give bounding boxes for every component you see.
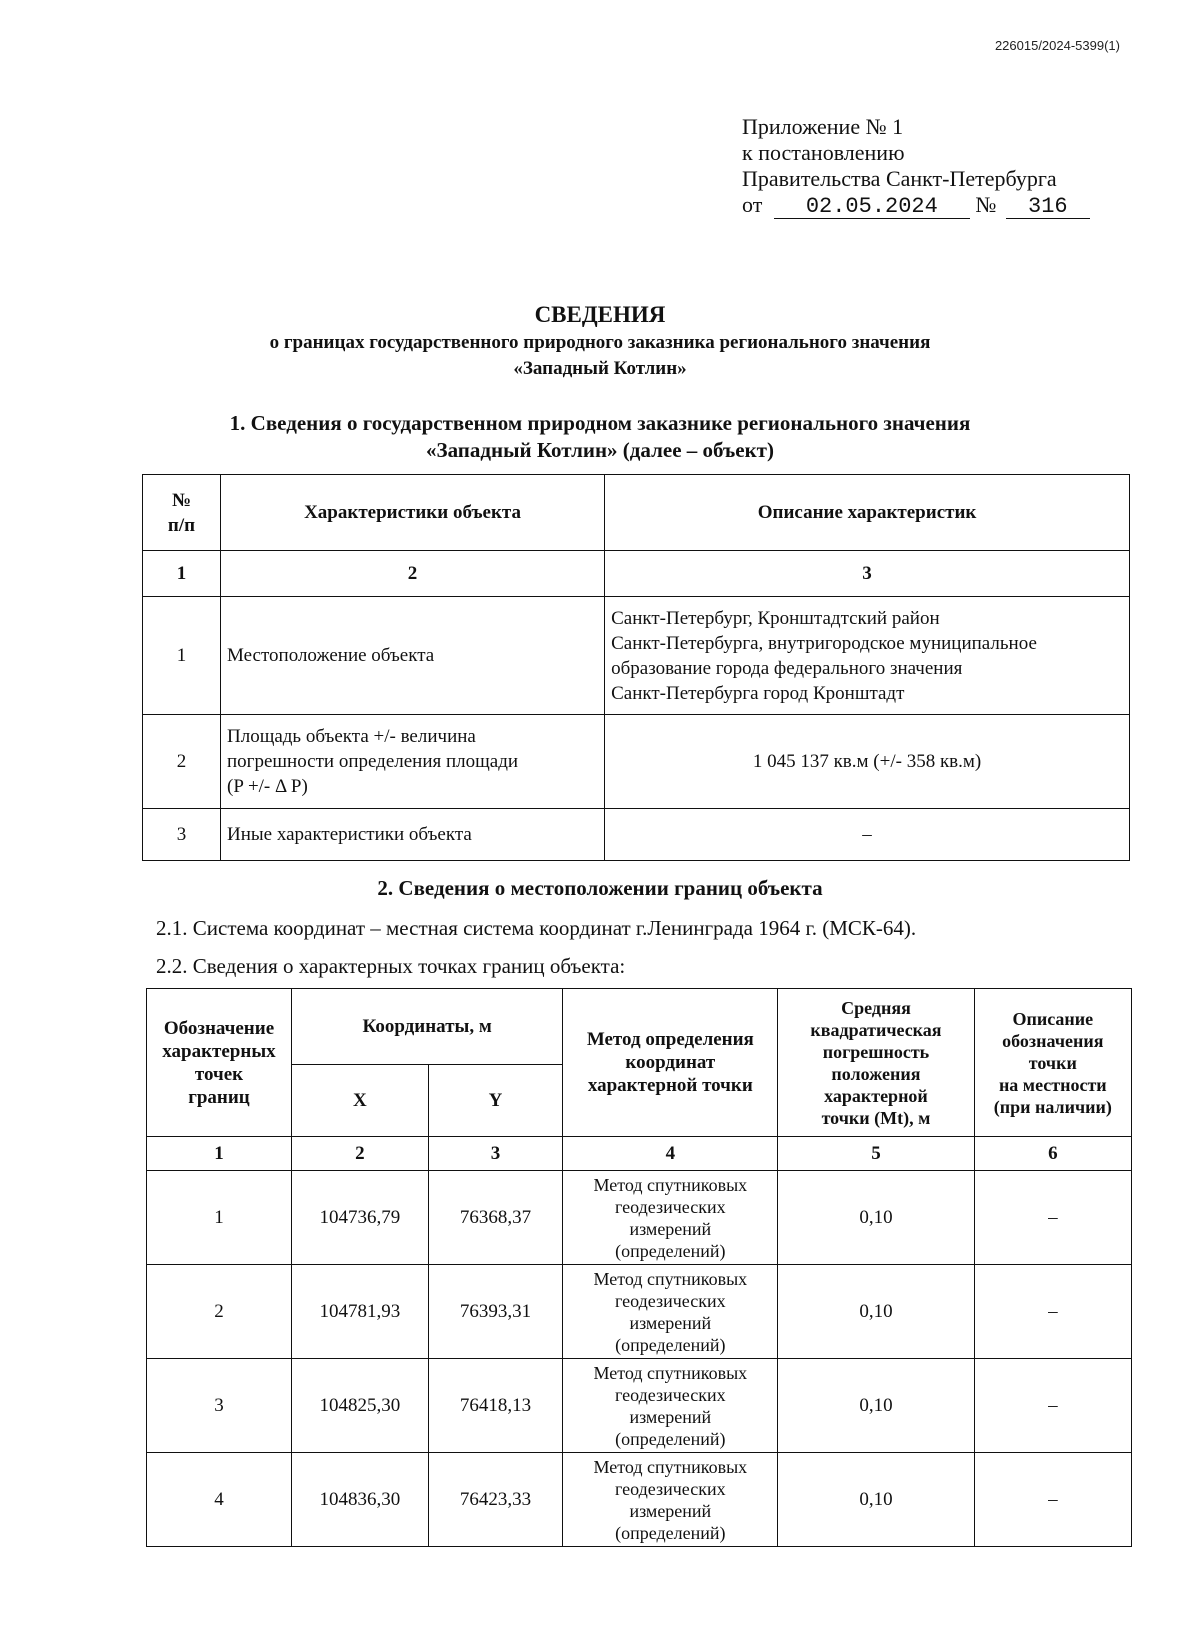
point-x: 104836,30	[291, 1453, 428, 1547]
decree-date: 02.05.2024	[774, 196, 970, 219]
point-y: 76368,37	[428, 1171, 563, 1265]
section2-title: 2. Сведения о местоположении границ объекта	[377, 876, 823, 900]
header-desc	[974, 989, 1131, 1137]
annex-line2: к постановлению	[742, 140, 905, 165]
table-row	[147, 1359, 1132, 1453]
col-number: 2	[221, 551, 605, 597]
table-row	[147, 1265, 1132, 1359]
header-line: положения	[831, 1063, 921, 1084]
header-line: квадратическая	[810, 1019, 942, 1040]
points-intro-paragraph: 2.2. Сведения о характерных точках границ объекта:	[156, 954, 626, 978]
desc-line: образование города федерального значения	[611, 657, 963, 679]
table-row	[143, 809, 1130, 861]
name-line: погрешности определения площади	[227, 751, 519, 772]
header-line: обозначения	[1002, 1030, 1104, 1051]
table-header-row	[143, 475, 1130, 551]
from-label: от	[742, 192, 763, 217]
desc-line: Санкт-Петербурга, внутригородское муниципальное	[611, 632, 1037, 654]
row-number: 2	[143, 715, 221, 809]
annex-date-line	[742, 192, 1090, 219]
point-method	[563, 1265, 778, 1359]
row-name	[221, 715, 605, 809]
section1-title	[0, 410, 1200, 464]
section1-title-line2: «Западный Котлин» (далее – объект)	[426, 438, 774, 462]
document-number: 226015/2024-5399(1)	[994, 38, 1120, 53]
header-y: Y	[428, 1065, 563, 1137]
subtitle-line1: о границах государственного природного заказника регионального значения	[269, 332, 931, 353]
table-row	[147, 1171, 1132, 1265]
col-number: 5	[778, 1137, 974, 1171]
point-desc: –	[974, 1171, 1131, 1265]
table-header-row	[147, 989, 1132, 1065]
header-line: точек	[194, 1063, 244, 1085]
point-y: 76418,13	[428, 1359, 563, 1453]
header-line: характерных	[162, 1040, 276, 1062]
col-number: 6	[974, 1137, 1131, 1171]
section1-title-line1: 1. Сведения о государственном природном заказнике регионального значения	[229, 411, 971, 435]
point-mt: 0,10	[778, 1453, 974, 1547]
header-line: Обозначение	[163, 1017, 275, 1039]
row-name: Иные характеристики объекта	[221, 809, 605, 861]
header-line: погрешность	[822, 1041, 930, 1062]
header-line: границ	[188, 1086, 250, 1108]
header-num-line2: п/п	[167, 514, 196, 536]
header-num	[143, 475, 221, 551]
annex-line3: Правительства Санкт-Петербурга	[742, 166, 1057, 191]
col-number: 1	[143, 551, 221, 597]
point-x: 104781,93	[291, 1265, 428, 1359]
row-number: 3	[143, 809, 221, 861]
header-line: Средняя	[841, 997, 911, 1018]
annex-line1: Приложение № 1	[742, 114, 904, 139]
header-line: точки	[1028, 1052, 1077, 1073]
method-line: Метод спутниковых	[593, 1174, 748, 1195]
point-id: 1	[147, 1171, 292, 1265]
point-x: 104825,30	[291, 1359, 428, 1453]
header-error	[778, 989, 974, 1137]
header-x: X	[291, 1065, 428, 1137]
coordinate-system-paragraph: 2.1. Система координат – местная система координат г.Ленинграда 1964 г. (МСК-64).	[156, 916, 917, 940]
header-line: Описание	[1012, 1008, 1094, 1029]
row-desc	[605, 597, 1130, 715]
method-line: (определений)	[615, 1522, 726, 1543]
point-method	[563, 1171, 778, 1265]
point-method	[563, 1453, 778, 1547]
name-line: Площадь объекта +/- величина	[227, 726, 476, 747]
method-line: (определений)	[615, 1334, 726, 1355]
name-line: (P +/- Δ P)	[227, 776, 308, 797]
col-number: 2	[291, 1137, 428, 1171]
page-title: СВЕДЕНИЯ	[534, 302, 666, 327]
point-mt: 0,10	[778, 1171, 974, 1265]
method-line: измерений	[629, 1500, 712, 1521]
decree-number: 316	[1006, 196, 1090, 219]
subtitle-line2: «Западный Котлин»	[513, 358, 687, 379]
header-line: характерной	[824, 1085, 928, 1106]
boundary-points-table	[146, 988, 1132, 1547]
point-y: 76423,33	[428, 1453, 563, 1547]
method-line: измерений	[629, 1406, 712, 1427]
header-line: координат	[625, 1052, 716, 1073]
row-desc: –	[605, 809, 1130, 861]
column-number-row	[147, 1137, 1132, 1171]
annex-block	[742, 114, 1090, 219]
table-row	[143, 715, 1130, 809]
number-label: №	[975, 192, 997, 217]
point-desc: –	[974, 1453, 1131, 1547]
table-row	[143, 597, 1130, 715]
header-method	[563, 989, 778, 1137]
method-line: Метод спутниковых	[593, 1456, 748, 1477]
method-line: измерений	[629, 1218, 712, 1239]
point-id: 3	[147, 1359, 292, 1453]
point-desc: –	[974, 1265, 1131, 1359]
page-subtitle	[0, 330, 1200, 382]
point-method	[563, 1359, 778, 1453]
header-characteristics: Характеристики объекта	[221, 475, 605, 551]
header-description: Описание характеристик	[605, 475, 1130, 551]
object-info-table	[142, 474, 1130, 861]
header-line: Метод определения	[586, 1029, 754, 1050]
col-number: 3	[428, 1137, 563, 1171]
point-id: 2	[147, 1265, 292, 1359]
point-id: 4	[147, 1453, 292, 1547]
point-mt: 0,10	[778, 1359, 974, 1453]
method-line: (определений)	[615, 1240, 726, 1261]
col-number: 4	[563, 1137, 778, 1171]
method-line: геодезических	[615, 1290, 726, 1311]
table-row	[147, 1453, 1132, 1547]
column-number-row	[143, 551, 1130, 597]
header-coordinates: Координаты, м	[291, 989, 562, 1065]
header-line: точки (Mt), м	[821, 1107, 931, 1128]
row-desc: 1 045 137 кв.м (+/- 358 кв.м)	[605, 715, 1130, 809]
point-y: 76393,31	[428, 1265, 563, 1359]
method-line: измерений	[629, 1312, 712, 1333]
col-number: 1	[147, 1137, 292, 1171]
header-point	[147, 989, 292, 1137]
point-desc: –	[974, 1359, 1131, 1453]
header-line: характерной точки	[587, 1075, 753, 1096]
desc-line: Санкт-Петербург, Кронштадтский район	[611, 607, 940, 629]
desc-line: Санкт-Петербурга город Кронштадт	[611, 682, 905, 704]
col-number: 3	[605, 551, 1130, 597]
header-num-line1: №	[171, 489, 192, 511]
header-line: (при наличии)	[993, 1096, 1112, 1117]
row-number: 1	[143, 597, 221, 715]
row-name: Местоположение объекта	[221, 597, 605, 715]
method-line: геодезических	[615, 1384, 726, 1405]
method-line: геодезических	[615, 1196, 726, 1217]
method-line: (определений)	[615, 1428, 726, 1449]
method-line: геодезических	[615, 1478, 726, 1499]
method-line: Метод спутниковых	[593, 1362, 748, 1383]
point-x: 104736,79	[291, 1171, 428, 1265]
header-line: на местности	[998, 1074, 1107, 1095]
method-line: Метод спутниковых	[593, 1268, 748, 1289]
point-mt: 0,10	[778, 1265, 974, 1359]
